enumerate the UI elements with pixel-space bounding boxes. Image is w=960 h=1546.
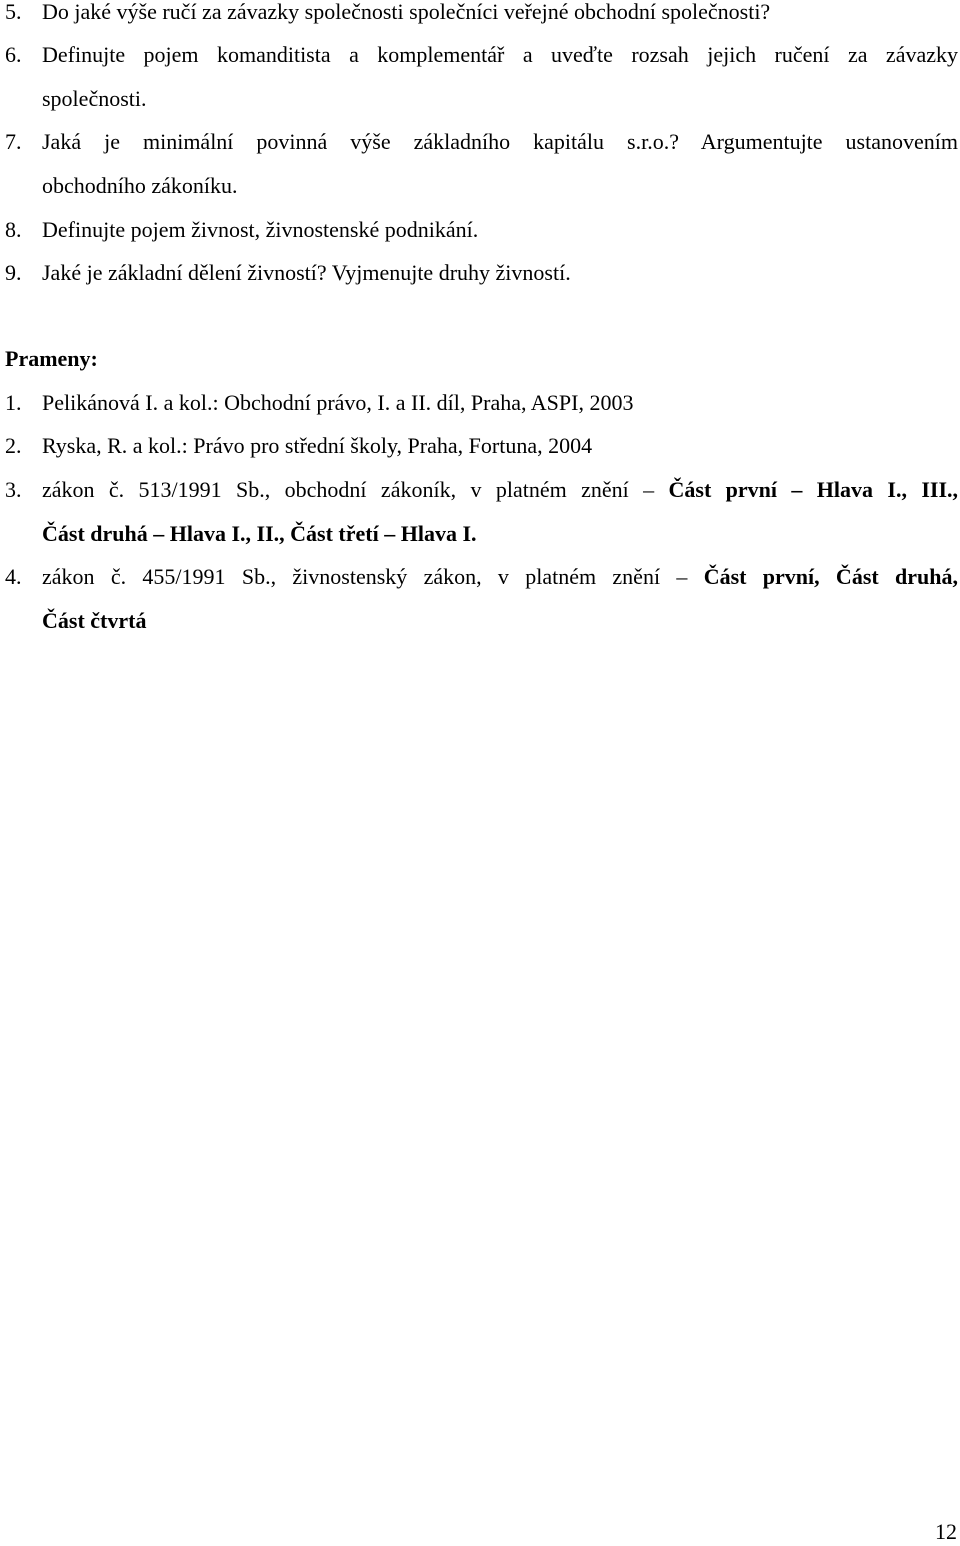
source-text-line — [42, 476, 958, 504]
source-number: 2. — [5, 433, 22, 458]
question-text: Jaká je minimální povinná výše základního kapitálu s.r.o.? Argumentujte ustanovením — [42, 129, 958, 154]
source-number: 4. — [5, 564, 22, 589]
question-number: 9. — [5, 260, 22, 285]
source-text: Ryska, R. a kol.: Právo pro střední školy, Praha, Fortuna, 2004 — [42, 433, 593, 458]
source-number: 1. — [5, 390, 22, 415]
question-text: Definujte pojem komanditista a komplementář a uveďte rozsah jejich ručení za závazky — [42, 42, 958, 67]
question-text: společnosti. — [42, 86, 147, 111]
question-text: Jaké je základní dělení živností? Vyjmenujte druhy živností. — [42, 260, 571, 285]
question-number: 8. — [5, 217, 22, 242]
page-number: 12 — [935, 1519, 957, 1544]
source-text: Pelikánová I. a kol.: Obchodní právo, I. a II. díl, Praha, ASPI, 2003 — [42, 390, 634, 415]
source-text-line — [42, 563, 958, 591]
source-citation: zákon č. 455/1991 Sb., živnostenský zákon, v platném znění – — [42, 564, 688, 589]
question-text: Definujte pojem živnost, živnostenské podnikání. — [42, 217, 479, 242]
question-text: obchodního zákoníku. — [42, 173, 238, 198]
source-number: 3. — [5, 477, 22, 502]
question-number: 7. — [5, 129, 22, 154]
source-sections: Část druhá – Hlava I., II., Část třetí – Hlava I. — [42, 521, 477, 546]
sources-heading: Prameny: — [5, 346, 98, 371]
question-number: 5. — [5, 0, 22, 24]
source-sections: Část první – Hlava I., III., — [668, 477, 959, 502]
question-number: 6. — [5, 42, 22, 67]
source-citation: zákon č. 513/1991 Sb., obchodní zákoník, v platném znění – — [42, 477, 655, 502]
source-sections: Část první, Část druhá, — [703, 564, 958, 589]
source-sections: Část čtvrtá — [42, 608, 147, 633]
question-text: Do jaké výše ručí za závazky společnosti společníci veřejné obchodní společnosti? — [42, 0, 771, 24]
